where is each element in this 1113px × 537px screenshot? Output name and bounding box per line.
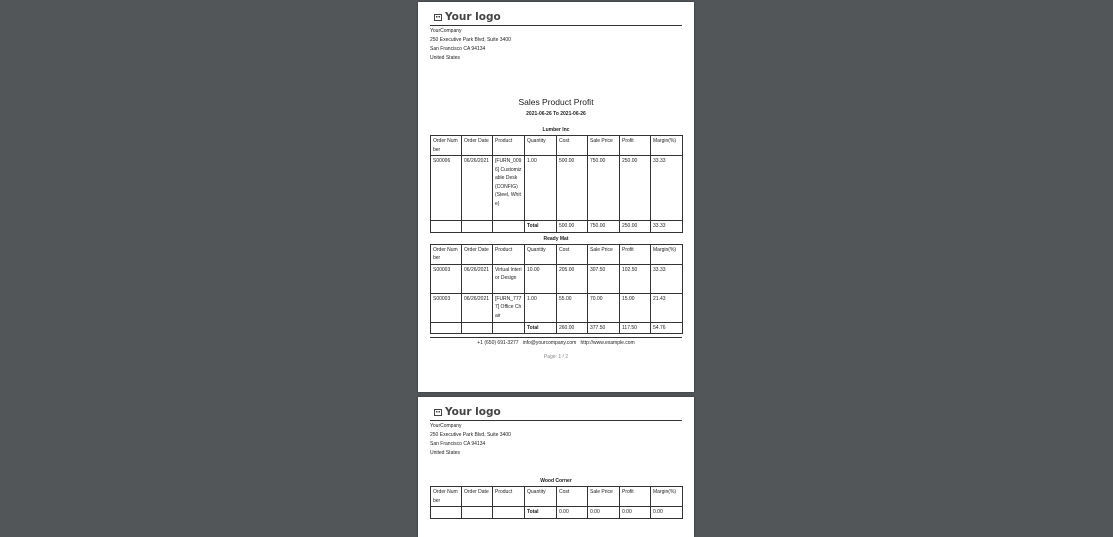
cell-product: [FURN_7777] Office Chair bbox=[493, 293, 525, 322]
cell-cost: 500.00 bbox=[557, 156, 588, 221]
section-title: Ready Mat bbox=[543, 235, 569, 242]
col-header: Sale Price bbox=[588, 487, 620, 507]
col-header: Cost bbox=[557, 244, 588, 264]
total-margin: 0.00 bbox=[651, 507, 683, 519]
table-row bbox=[431, 264, 683, 293]
col-header: Product bbox=[493, 244, 525, 264]
total-row bbox=[431, 221, 683, 233]
cell-order: S00003 bbox=[431, 264, 462, 293]
cell-date: 06/26/2021 bbox=[462, 156, 493, 221]
col-header: Cost bbox=[557, 136, 588, 156]
company-street: 250 Executive Park Blvd, Suite 3400 bbox=[430, 432, 511, 438]
total-profit: 0.00 bbox=[620, 507, 651, 519]
cell-product: Virtual Interior Design bbox=[493, 264, 525, 293]
total-price: 0.00 bbox=[588, 507, 620, 519]
cell-margin: 33.33 bbox=[651, 156, 683, 221]
table-row bbox=[431, 293, 683, 322]
total-cost: 0.00 bbox=[557, 507, 588, 519]
footer-phone: +1 (650) 691-3277 bbox=[477, 340, 519, 346]
total-row bbox=[431, 322, 683, 334]
col-header: Order Number bbox=[431, 136, 462, 156]
company-name: YourCompany bbox=[430, 28, 462, 34]
header-rule bbox=[430, 25, 682, 26]
company-logo bbox=[430, 11, 682, 23]
total-margin: 54.76 bbox=[651, 322, 683, 334]
total-price: 750.00 bbox=[588, 221, 620, 233]
report-table bbox=[430, 244, 683, 335]
company-address bbox=[430, 422, 682, 458]
cell-margin: 21.43 bbox=[651, 293, 683, 322]
total-cost: 500.00 bbox=[557, 221, 588, 233]
cell-cost: 55.00 bbox=[557, 293, 588, 322]
page-footer bbox=[430, 337, 682, 346]
cell-order: S00006 bbox=[431, 156, 462, 221]
footer-website[interactable]: http://www.example.com bbox=[580, 340, 635, 346]
company-city: San Francisco CA 94134 bbox=[430, 46, 486, 52]
logo-text: Your logo bbox=[445, 11, 501, 23]
table-header-row bbox=[431, 244, 683, 264]
footer-email[interactable]: info@yourcompany.com bbox=[522, 340, 577, 346]
report-date-range: 2021-06-26 To 2021-06-26 bbox=[526, 111, 586, 117]
company-street: 250 Executive Park Blvd, Suite 3400 bbox=[430, 37, 511, 43]
cell-product: [FURN_0096] Customizable Desk (CONFIG) (Steel, White) bbox=[493, 156, 525, 221]
company-city: San Francisco CA 94134 bbox=[430, 441, 486, 447]
company-name: YourCompany bbox=[430, 423, 462, 429]
cell-price: 70.00 bbox=[588, 293, 620, 322]
col-header: Product bbox=[493, 136, 525, 156]
total-price: 377.50 bbox=[588, 322, 620, 334]
col-header: Profit bbox=[620, 244, 651, 264]
total-label: Total bbox=[525, 221, 557, 233]
logo-text: Your logo bbox=[445, 406, 501, 418]
cell-margin: 33.33 bbox=[651, 264, 683, 293]
col-header: Product bbox=[493, 487, 525, 507]
col-header: Order Date bbox=[462, 244, 493, 264]
col-header: Order Number bbox=[431, 487, 462, 507]
cell-price: 307.50 bbox=[588, 264, 620, 293]
cell-qty: 1.00 bbox=[525, 156, 557, 221]
col-header: Profit bbox=[620, 136, 651, 156]
col-header: Margin(%) bbox=[651, 136, 683, 156]
table-header-row bbox=[431, 487, 683, 507]
company-address bbox=[430, 27, 682, 63]
col-header: Quantity bbox=[525, 136, 557, 156]
cell-profit: 15.00 bbox=[620, 293, 651, 322]
report-table bbox=[430, 135, 683, 233]
building-icon bbox=[434, 14, 442, 21]
cell-qty: 10.00 bbox=[525, 264, 557, 293]
section-title: Lumber Inc bbox=[542, 127, 570, 133]
company-country: United States bbox=[430, 450, 461, 456]
col-header: Sale Price bbox=[588, 136, 620, 156]
col-header: Margin(%) bbox=[651, 487, 683, 507]
table-row bbox=[431, 156, 683, 221]
col-header: Order Date bbox=[462, 136, 493, 156]
company-country: United States bbox=[430, 55, 461, 61]
cell-date: 06/26/2021 bbox=[462, 293, 493, 322]
report-table bbox=[430, 486, 683, 519]
cell-cost: 205.00 bbox=[557, 264, 588, 293]
header-rule bbox=[430, 420, 682, 421]
col-header: Cost bbox=[557, 487, 588, 507]
col-header: Margin(%) bbox=[651, 244, 683, 264]
col-header: Quantity bbox=[525, 487, 557, 507]
cell-order: S00003 bbox=[431, 293, 462, 322]
col-header: Order Number bbox=[431, 244, 462, 264]
cell-date: 06/26/2021 bbox=[462, 264, 493, 293]
cell-price: 750.00 bbox=[588, 156, 620, 221]
col-header: Sale Price bbox=[588, 244, 620, 264]
total-row bbox=[431, 507, 683, 519]
report-page-2 bbox=[418, 397, 694, 537]
total-margin: 33.33 bbox=[651, 221, 683, 233]
total-label: Total bbox=[525, 507, 557, 519]
section-title: Wood Corner bbox=[540, 478, 572, 484]
company-logo bbox=[430, 406, 682, 418]
col-header: Order Date bbox=[462, 487, 493, 507]
cell-profit: 102.50 bbox=[620, 264, 651, 293]
col-header: Quantity bbox=[525, 244, 557, 264]
total-profit: 117.50 bbox=[620, 322, 651, 334]
report-title: Sales Product Profit bbox=[518, 97, 594, 107]
page-number: Page: 1 / 2 bbox=[543, 354, 569, 360]
cell-profit: 250.00 bbox=[620, 156, 651, 221]
col-header: Profit bbox=[620, 487, 651, 507]
total-cost: 260.00 bbox=[557, 322, 588, 334]
table-header-row bbox=[431, 136, 683, 156]
total-label: Total bbox=[525, 322, 557, 334]
cell-qty: 1.00 bbox=[525, 293, 557, 322]
report-page-1 bbox=[418, 2, 694, 392]
building-icon bbox=[434, 409, 442, 416]
total-profit: 250.00 bbox=[620, 221, 651, 233]
